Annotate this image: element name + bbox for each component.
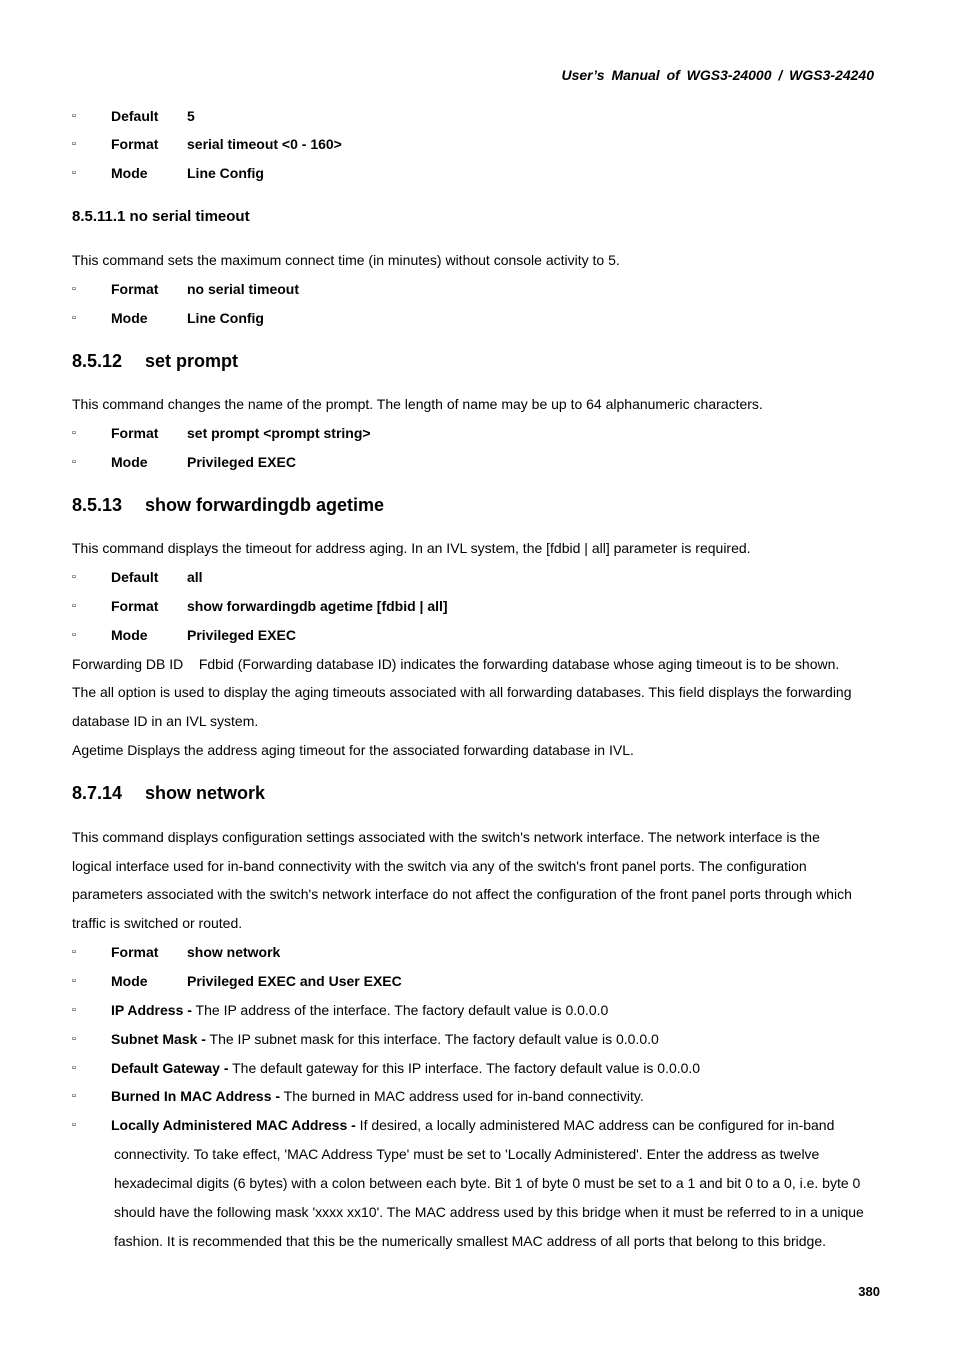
list-label: Mode [111, 627, 148, 643]
list-label: Format [111, 598, 159, 614]
field-description [111, 1088, 644, 1104]
list-value: Line Config [187, 310, 264, 326]
field-description [111, 1031, 659, 1047]
paragraph-line: parameters associated with the switch's network interface do not affect the configuration of the front panel ports through which [72, 886, 852, 902]
list-value: serial timeout <0 - 160> [187, 136, 342, 152]
list-value: Privileged EXEC [187, 454, 296, 470]
list-value: show forwardingdb agetime [fdbid | all] [187, 598, 448, 614]
field-label: Default Gateway - [111, 1060, 229, 1076]
list-value: all [187, 569, 203, 585]
bullet-icon: ▫ [72, 1033, 76, 1045]
list-label: Format [111, 944, 159, 960]
bullet-icon: ▫ [72, 1090, 76, 1102]
continuation-line: connectivity. To take effect, 'MAC Address Type' must be set to 'Locally Administered'. Enter the address as twelve [114, 1146, 820, 1162]
field-label: IP Address - [111, 1002, 192, 1018]
paragraph-line: Agetime Displays the address aging timeout for the associated forwarding database in IVL. [72, 742, 634, 758]
bullet-icon: ▫ [72, 1062, 76, 1074]
field-description [111, 1060, 700, 1076]
field-text: The IP address of the interface. The factory default value is 0.0.0.0 [191, 1002, 609, 1018]
bullet-icon: ▫ [72, 456, 76, 468]
section-title: set prompt [145, 351, 239, 371]
paragraph-line: database ID in an IVL system. [72, 713, 259, 729]
list-value: Privileged EXEC and User EXEC [187, 973, 402, 989]
section-number: 8.5.12 [72, 351, 123, 371]
bullet-icon: ▫ [72, 571, 76, 583]
section-heading [72, 351, 238, 372]
section-description: This command changes the name of the prompt. The length of name may be up to 64 alphanumeric characters. [72, 396, 763, 412]
field-label: Subnet Mask - [111, 1031, 206, 1047]
section-heading [72, 495, 384, 516]
bullet-icon: ▫ [72, 138, 76, 150]
bullet-icon: ▫ [72, 283, 76, 295]
field-text: The IP subnet mask for this interface. The factory default value is 0.0.0.0 [205, 1031, 659, 1047]
bullet-icon: ▫ [72, 975, 76, 987]
continuation-line: hexadecimal digits (6 bytes) with a colon between each byte. Bit 1 of byte 0 must be set to a 1 and bit 0 to a 0, i.e. byte 0 [114, 1175, 861, 1191]
field-label: Locally Administered MAC Address - [111, 1117, 356, 1133]
list-value: no serial timeout [187, 281, 300, 297]
running-header: User’s Manual of WGS3-24000 / WGS3-24240 [561, 67, 874, 83]
list-label: Mode [111, 973, 148, 989]
paragraph-line: This command displays configuration settings associated with the switch's network interface. The network interface is the [72, 829, 820, 845]
list-label: Mode [111, 454, 148, 470]
paragraph-line: Forwarding DB ID Fdbid (Forwarding database ID) indicates the forwarding database whose aging timeout is to be shown. [72, 656, 840, 672]
field-description [111, 1117, 834, 1133]
list-label: Format [111, 425, 159, 441]
list-value: Privileged EXEC [187, 627, 296, 643]
paragraph-line: traffic is switched or routed. [72, 915, 243, 931]
section-title: show forwardingdb agetime [145, 495, 385, 515]
bullet-icon: ▫ [72, 1004, 76, 1016]
page-number: 380 [858, 1284, 880, 1299]
field-text: If desired, a locally administered MAC address can be configured for in-band [355, 1117, 835, 1133]
field-text: The default gateway for this IP interface. The factory default value is 0.0.0.0 [228, 1060, 701, 1076]
paragraph-line: logical interface used for in-band connectivity with the switch via any of the switch's front panel ports. The configuration [72, 858, 807, 874]
section-heading [72, 783, 265, 804]
bullet-icon: ▫ [72, 1119, 76, 1131]
continuation-line: should have the following mask 'xxxx xx10'. The MAC address used by this bridge when it must be referred to in a unique [114, 1204, 864, 1220]
continuation-line: fashion. It is recommended that this be the numerically smallest MAC address of all ports that belong to this bridge. [114, 1233, 827, 1249]
list-value: set prompt <prompt string> [187, 425, 371, 441]
list-value: 5 [187, 108, 195, 124]
bullet-icon: ▫ [72, 946, 76, 958]
list-label: Format [111, 136, 159, 152]
section-heading: 8.5.11.1 no serial timeout [72, 208, 250, 225]
list-label: Default [111, 569, 159, 585]
section-number: 8.7.14 [72, 783, 123, 803]
field-text: The burned in MAC address used for in-band connectivity. [280, 1088, 644, 1104]
bullet-icon: ▫ [72, 312, 76, 324]
section-title: show network [145, 783, 266, 803]
list-label: Mode [111, 165, 148, 181]
bullet-icon: ▫ [72, 427, 76, 439]
field-description [111, 1002, 608, 1018]
paragraph-line: The all option is used to display the aging timeouts associated with all forwarding databases. This field displays the forwarding [72, 684, 852, 700]
bullet-icon: ▫ [72, 167, 76, 179]
list-label: Default [111, 108, 159, 124]
bullet-icon: ▫ [72, 600, 76, 612]
bullet-icon: ▫ [72, 110, 76, 122]
field-label: Burned In MAC Address - [111, 1088, 281, 1104]
section-description: This command sets the maximum connect time (in minutes) without console activity to 5. [72, 252, 620, 268]
list-label: Format [111, 281, 159, 297]
section-description: This command displays the timeout for address aging. In an IVL system, the [fdbid | all] parameter is required. [72, 540, 751, 556]
bullet-icon: ▫ [72, 629, 76, 641]
list-value: show network [187, 944, 281, 960]
list-label: Mode [111, 310, 148, 326]
list-value: Line Config [187, 165, 264, 181]
section-number: 8.5.13 [72, 495, 123, 515]
